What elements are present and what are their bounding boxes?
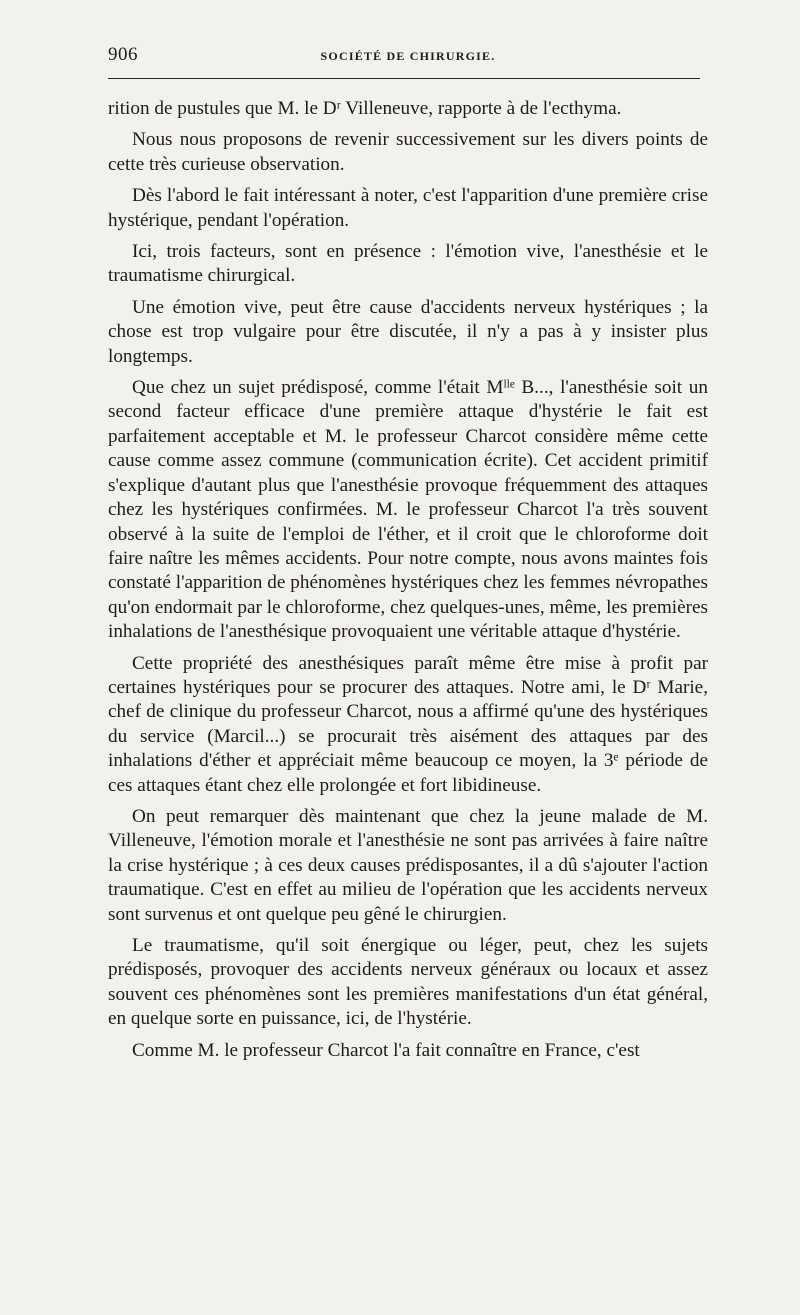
body-text <box>108 97 708 1070</box>
paragraph: Cette propriété des anesthésiques paraît même être mise à profit par certaines hystériques pour se procurer des attaques. Notre ami, le Dʳ Marie, chef de clinique du professeur Charcot, nous a affirmé qu'une des hystériques du service (Marcil...) se procurait très aisément des attaques par des inhalations d'éther et appréciait même beaucoup ce moyen, la 3ᵉ période de ces attaques étant chez elle prolongée et fort libidineuse. <box>108 652 708 796</box>
paragraph: Que chez un sujet prédisposé, comme l'était Mˡˡᵉ B..., l'anesthésie soit un second facteur efficace d'une première attaque d'hystérie le fait est parfaitement acceptable et M. le professeur Charcot considère même cette cause comme assez commune (communication écrite). Cet accident primitif s'explique d'autant plus que l'anesthésie provoque fréquemment des attaques chez les hystériques confirmées. M. le professeur Charcot l'a très souvent observé à la suite de l'emploi de l'éther, et il croit que le chloroforme doit faire naître les mêmes accidents. Pour notre compte, nous avons maintes fois constaté l'apparition de phénomènes hystériques chez les femmes névropathes qu'on endormait par le chloroforme, chez quelques-unes, même, les premières inhalations de l'anesthésique provoquaient une véritable attaque d'hystérie. <box>108 377 708 643</box>
paragraph: On peut remarquer dès maintenant que chez la jeune malade de M. Villeneuve, l'émotion morale et l'anesthésie ne sont pas arrivées à faire naître la crise hystérique ; à ces deux causes prédisposantes, il a dû s'ajouter l'action traumatique. C'est en effet au milieu de l'opération que les accidents nerveux sont survenus et ont quelque peu gêné le chirurgien. <box>108 805 708 925</box>
paragraph: Ici, trois facteurs, sont en présence : l'émotion vive, l'anesthésie et le traumatisme chirurgical. <box>108 241 708 287</box>
paragraph: rition de pustules que M. le Dʳ Villeneuve, rapporte à de l'ecthyma. <box>108 98 622 119</box>
page-header <box>108 44 708 84</box>
running-head: SOCIÉTÉ DE CHIRURGIE. <box>320 49 496 63</box>
paragraph: Une émotion vive, peut être cause d'accidents nerveux hystériques ; la chose est trop vulgaire pour être discutée, il n'y a pas à y insister plus longtemps. <box>108 296 708 367</box>
paragraph: Comme M. le professeur Charcot l'a fait connaître en France, c'est <box>132 1039 640 1061</box>
page-number: 906 <box>108 44 138 65</box>
paragraph: Nous nous proposons de revenir successivement sur les divers points de cette très curieuse observation. <box>108 129 708 175</box>
header-rule <box>108 78 700 79</box>
paragraph: Le traumatisme, qu'il soit énergique ou léger, peut, chez les sujets prédisposés, provoquer des accidents nerveux généraux ou locaux et assez souvent ces phénomènes sont les premières manifestations d'un état général, en quelque sorte en puissance, ici, de l'hystérie. <box>108 935 708 1030</box>
paragraph: Dès l'abord le fait intéressant à noter, c'est l'apparition d'une première crise hystérique, pendant l'opération. <box>108 185 708 231</box>
